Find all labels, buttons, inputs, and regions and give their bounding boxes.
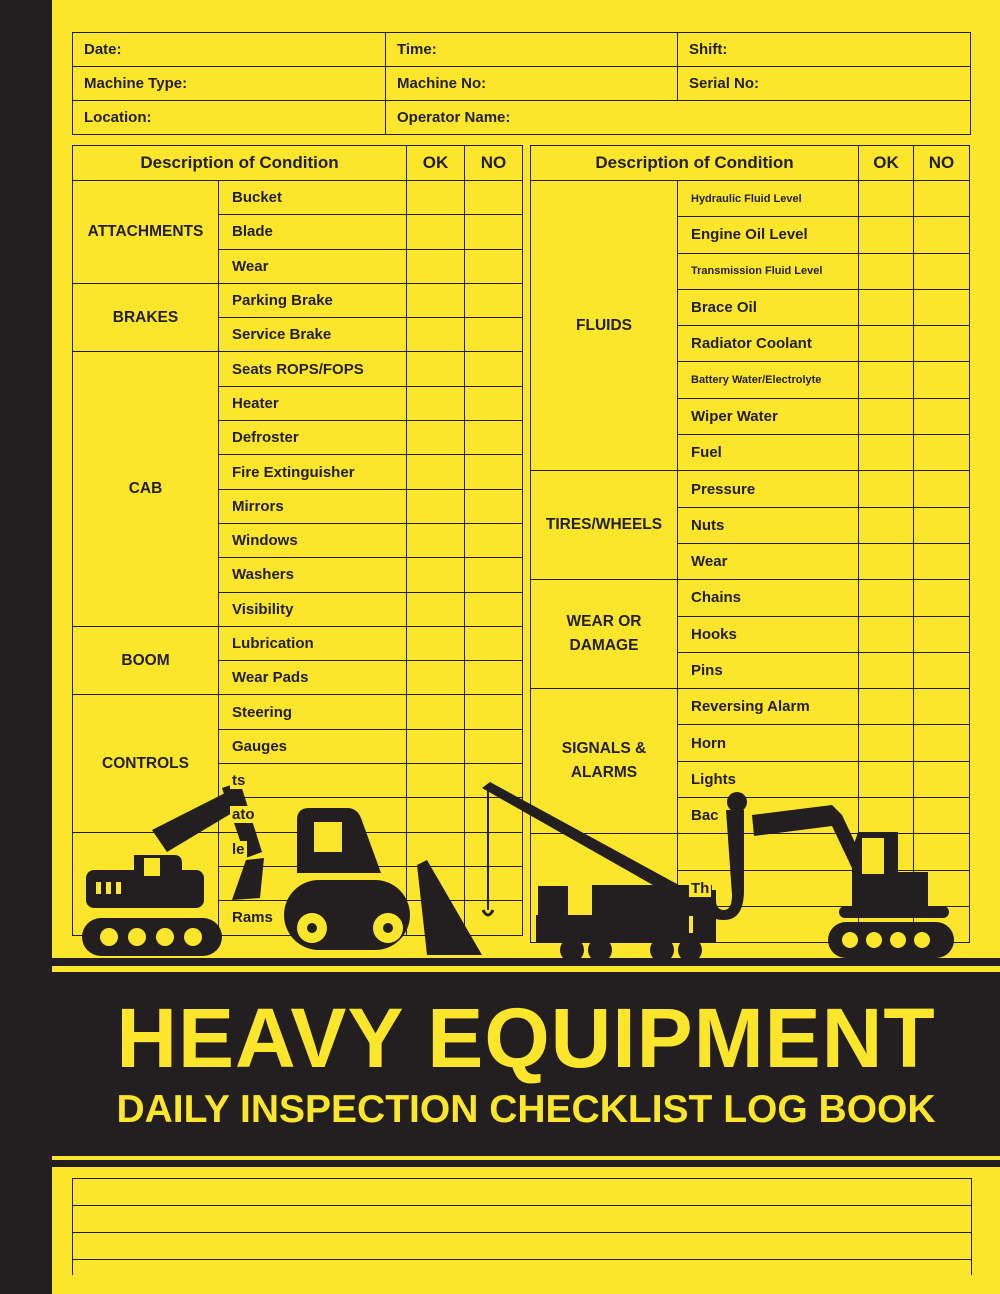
item-label: Reversing Alarm — [691, 698, 810, 716]
table-header-row — [531, 146, 970, 181]
item-label: Mirrors — [232, 497, 284, 515]
item-label: Th — [691, 879, 710, 897]
no-header: NO — [914, 146, 970, 181]
ok-checkbox-cell[interactable] — [407, 592, 465, 626]
ok-checkbox-cell[interactable] — [859, 652, 914, 688]
item-label: Hydraulic Fluid Level — [691, 192, 802, 205]
ok-checkbox-cell[interactable] — [859, 580, 914, 616]
item-cell — [219, 489, 407, 523]
item-cell — [219, 352, 407, 386]
item-cell — [678, 289, 859, 325]
item-cell — [678, 652, 859, 688]
checklist-row — [73, 181, 523, 215]
category-label: SIGNALS & ALARMS — [531, 689, 678, 834]
machine-no-field: Machine No: — [386, 67, 678, 101]
ok-checkbox-cell[interactable] — [859, 362, 914, 398]
no-checkbox-cell[interactable] — [465, 729, 523, 763]
book-spine — [0, 0, 52, 1294]
ok-checkbox-cell[interactable] — [859, 289, 914, 325]
item-label: Hooks — [691, 625, 737, 643]
no-checkbox-cell[interactable] — [465, 489, 523, 523]
category-label: ATTACHMENTS — [73, 181, 219, 284]
operator-name-field: Operator Name: — [386, 101, 971, 135]
no-checkbox-cell[interactable] — [465, 626, 523, 660]
book-subtitle: DAILY INSPECTION CHECKLIST LOG BOOK — [116, 1088, 936, 1131]
location-field: Location: — [73, 101, 386, 135]
category-label: FLUIDS — [531, 181, 678, 471]
item-cell — [219, 386, 407, 420]
item-cell — [219, 215, 407, 249]
item-label: Pins — [691, 662, 723, 679]
ok-checkbox-cell[interactable] — [407, 249, 465, 283]
no-header: NO — [465, 146, 523, 181]
ok-checkbox-cell[interactable] — [859, 616, 914, 652]
item-cell — [219, 695, 407, 729]
item-cell — [219, 592, 407, 626]
no-checkbox-cell[interactable] — [465, 386, 523, 420]
ok-checkbox-cell[interactable] — [407, 421, 465, 455]
item-label: Steering — [232, 703, 293, 721]
item-label: ts — [232, 772, 246, 790]
no-checkbox-cell[interactable] — [914, 543, 970, 579]
item-label — [689, 843, 693, 860]
no-checkbox-cell[interactable] — [914, 725, 970, 761]
serial-no-field: Serial No: — [678, 67, 971, 101]
ok-checkbox-cell[interactable] — [859, 398, 914, 434]
item-cell — [219, 661, 407, 695]
date-field: Date: — [73, 33, 386, 67]
checklist-row — [73, 626, 523, 660]
item-label: Lights — [691, 770, 736, 788]
notes-lines — [72, 1178, 972, 1275]
ok-checkbox-cell[interactable] — [407, 523, 465, 557]
item-cell — [678, 253, 859, 289]
heavy-equipment-silhouettes — [52, 770, 1000, 962]
item-label: Engine Oil Level — [691, 226, 808, 244]
ok-checkbox-cell[interactable] — [407, 352, 465, 386]
item-label: Bucket — [232, 189, 283, 207]
ok-checkbox-cell[interactable] — [859, 435, 914, 471]
ok-header: OK — [407, 146, 465, 181]
ok-header: OK — [859, 146, 914, 181]
item-cell — [219, 181, 407, 215]
item-cell — [678, 435, 859, 471]
item-label: Horn — [691, 734, 726, 752]
note-line — [73, 1206, 971, 1233]
ok-checkbox-cell[interactable] — [859, 543, 914, 579]
item-cell — [678, 181, 859, 217]
ok-checkbox-cell[interactable] — [859, 217, 914, 253]
no-checkbox-cell[interactable] — [914, 580, 970, 616]
item-label — [230, 875, 234, 892]
machine-type-field: Machine Type: — [73, 67, 386, 101]
note-line — [73, 1233, 971, 1260]
item-label: ato — [232, 806, 255, 824]
shift-field: Shift: — [678, 33, 971, 67]
checklist-row — [531, 689, 970, 725]
no-checkbox-cell[interactable] — [465, 695, 523, 729]
no-checkbox-cell[interactable] — [914, 435, 970, 471]
category-label: CAB — [73, 352, 219, 626]
item-cell — [678, 507, 859, 543]
ok-checkbox-cell[interactable] — [859, 689, 914, 725]
ok-checkbox-cell[interactable] — [859, 326, 914, 362]
excavator-right-icon — [704, 792, 954, 958]
item-label: Wiper Water — [691, 407, 778, 425]
ok-checkbox-cell[interactable] — [407, 215, 465, 249]
item-cell — [678, 326, 859, 362]
no-checkbox-cell[interactable] — [914, 362, 970, 398]
header-row — [73, 33, 971, 67]
no-checkbox-cell[interactable] — [465, 661, 523, 695]
no-checkbox-cell[interactable] — [465, 558, 523, 592]
description-header: Description of Condition — [531, 146, 859, 181]
item-label: Rams — [232, 909, 273, 927]
item-label: Lubrication — [232, 635, 314, 652]
item-label: Nuts — [691, 516, 725, 534]
ok-checkbox-cell[interactable] — [407, 318, 465, 352]
item-label: Washers — [232, 566, 294, 584]
item-cell — [678, 689, 859, 725]
item-label: Defroster — [232, 429, 299, 447]
book-title: HEAVY EQUIPMENT — [116, 991, 936, 1085]
checklist-row — [531, 471, 970, 507]
item-label: Bac — [691, 807, 719, 825]
category-label: BRAKES — [73, 283, 219, 352]
item-cell — [219, 455, 407, 489]
checklist-row — [73, 283, 523, 317]
bulldozer-icon — [284, 808, 482, 955]
item-cell — [678, 543, 859, 579]
checklist-row — [531, 181, 970, 217]
item-cell — [678, 471, 859, 507]
item-label: le — [232, 840, 245, 858]
item-label: Heater — [232, 394, 279, 412]
item-label: Fuel — [691, 444, 722, 462]
item-cell — [678, 217, 859, 253]
no-checkbox-cell[interactable] — [914, 652, 970, 688]
no-checkbox-cell[interactable] — [465, 421, 523, 455]
item-label: Gauges — [232, 737, 288, 755]
ok-checkbox-cell[interactable] — [407, 661, 465, 695]
ok-checkbox-cell[interactable] — [407, 695, 465, 729]
item-cell — [678, 580, 859, 616]
no-checkbox-cell[interactable] — [914, 398, 970, 434]
checklist-row — [531, 580, 970, 616]
no-checkbox-cell[interactable] — [465, 455, 523, 489]
no-checkbox-cell[interactable] — [914, 326, 970, 362]
item-label: Brace Oil — [691, 299, 757, 317]
time-field: Time: — [386, 33, 678, 67]
bottom-stripe — [52, 1160, 1000, 1167]
ok-checkbox-cell[interactable] — [407, 626, 465, 660]
top-stripe — [52, 958, 1000, 966]
item-label — [689, 916, 693, 933]
ok-checkbox-cell[interactable] — [859, 507, 914, 543]
ok-checkbox-cell[interactable] — [407, 181, 465, 215]
no-checkbox-cell[interactable] — [465, 352, 523, 386]
ok-checkbox-cell[interactable] — [407, 386, 465, 420]
item-label: Wear — [691, 553, 728, 571]
item-label: Radiator Coolant — [691, 335, 812, 353]
checklist-row — [73, 352, 523, 386]
ok-checkbox-cell[interactable] — [407, 283, 465, 317]
no-checkbox-cell[interactable] — [914, 689, 970, 725]
no-checkbox-cell[interactable] — [914, 181, 970, 217]
no-checkbox-cell[interactable] — [465, 283, 523, 317]
no-checkbox-cell[interactable] — [465, 181, 523, 215]
item-label: Parking Brake — [232, 292, 333, 310]
no-checkbox-cell[interactable] — [914, 616, 970, 652]
ok-checkbox-cell[interactable] — [407, 455, 465, 489]
item-label: Blade — [232, 223, 273, 241]
item-cell — [219, 626, 407, 660]
item-label: Seats ROPS/FOPS — [232, 360, 364, 378]
item-label: Transmission Fluid Level — [691, 265, 823, 278]
header-fields-table — [72, 32, 971, 135]
no-checkbox-cell[interactable] — [914, 253, 970, 289]
category-label: TIRES/WHEELS — [531, 471, 678, 580]
item-cell — [219, 421, 407, 455]
item-cell — [219, 249, 407, 283]
ok-checkbox-cell[interactable] — [859, 253, 914, 289]
item-cell — [219, 523, 407, 557]
no-checkbox-cell[interactable] — [465, 592, 523, 626]
no-checkbox-cell[interactable] — [465, 318, 523, 352]
category-label: CONTROLS — [73, 695, 219, 832]
no-checkbox-cell[interactable] — [914, 289, 970, 325]
item-label: Chains — [691, 589, 742, 607]
item-label: Fire Extinguisher — [232, 463, 355, 481]
no-checkbox-cell[interactable] — [465, 215, 523, 249]
category-label: WEAR OR DAMAGE — [531, 580, 678, 689]
crane-truck-icon — [482, 782, 716, 962]
item-cell — [219, 318, 407, 352]
item-cell — [219, 729, 407, 763]
ok-checkbox-cell[interactable] — [407, 489, 465, 523]
no-checkbox-cell[interactable] — [465, 523, 523, 557]
category-label: BOOM — [73, 626, 219, 695]
item-label: Wear — [232, 257, 269, 275]
item-label: Service Brake — [232, 326, 332, 344]
header-row — [73, 67, 971, 101]
no-checkbox-cell[interactable] — [914, 217, 970, 253]
ok-checkbox-cell[interactable] — [407, 729, 465, 763]
ok-checkbox-cell[interactable] — [859, 471, 914, 507]
note-line — [73, 1179, 971, 1206]
item-cell — [678, 362, 859, 398]
item-cell — [219, 283, 407, 317]
header-row — [73, 101, 971, 135]
item-label: Battery Water/Electrolyte — [691, 374, 822, 387]
item-cell — [678, 398, 859, 434]
ok-checkbox-cell[interactable] — [407, 558, 465, 592]
item-label: Pressure — [691, 480, 756, 498]
description-header: Description of Condition — [73, 146, 407, 181]
no-checkbox-cell[interactable] — [914, 471, 970, 507]
item-label: Visibility — [232, 600, 294, 618]
item-cell — [678, 616, 859, 652]
item-label: Windows — [232, 532, 298, 550]
item-cell — [678, 725, 859, 761]
item-cell — [219, 558, 407, 592]
ok-checkbox-cell[interactable] — [859, 725, 914, 761]
checklist-row — [73, 695, 523, 729]
no-checkbox-cell[interactable] — [914, 507, 970, 543]
no-checkbox-cell[interactable] — [465, 249, 523, 283]
table-header-row — [73, 146, 523, 181]
item-label: Wear Pads — [232, 669, 309, 687]
ok-checkbox-cell[interactable] — [859, 181, 914, 217]
